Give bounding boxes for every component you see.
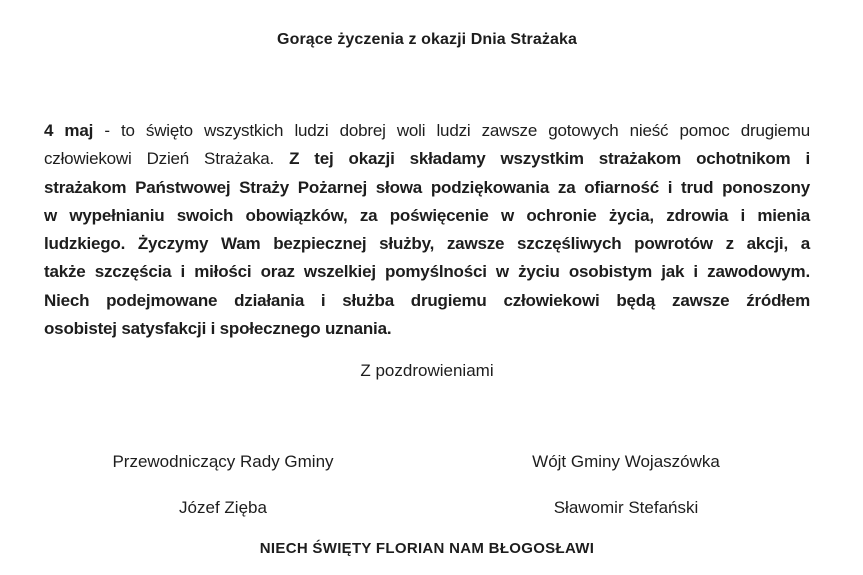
- paragraph-line: [44, 258, 810, 286]
- signature-role: Wójt Gminy Wojaszówka: [532, 452, 720, 471]
- signature-role: Przewodniczący Rady Gminy: [112, 452, 334, 471]
- paragraph-bold-segment: także szczęścia i miłości oraz wszelkiej pomyślności w życiu osobistym jak i zawodowym.: [44, 262, 810, 282]
- signature-name: Sławomir Stefański: [553, 498, 699, 517]
- closing-salutation: Z pozdrowieniami: [360, 361, 494, 380]
- paragraph-line: [44, 315, 810, 343]
- paragraph-regular-segment: człowiekowi Dzień Strażaka.: [44, 149, 275, 169]
- signature-block-right: [466, 452, 786, 518]
- paragraph-bold-segment: ludzkiego. Życzymy Wam bezpiecznej służby, zawsze szczęśliwych powrotów z akcji, a: [44, 234, 810, 254]
- signature-block-left: [63, 452, 383, 518]
- paragraph-line: [44, 145, 810, 173]
- paragraph-bold-segment: Z tej okazji składamy wszystkim strażakom ochotnikom i: [289, 149, 810, 169]
- paragraph-regular-segment: - to święto wszystkich ludzi dobrej woli ludzi zawsze gotowych nieść pomoc drugiemu: [104, 121, 810, 140]
- paragraph-bold-segment: strażakom Państwowej Straży Pożarnej słowa podziękowania za ofiarność i trud ponoszony: [44, 177, 810, 197]
- paragraph-line: [44, 287, 810, 315]
- paragraph-line: [44, 230, 810, 258]
- body-paragraph: [44, 117, 810, 343]
- paragraph-line: [44, 174, 810, 202]
- paragraph-bold-segment: osobistej satysfakcji i społecznego uznania.: [44, 319, 392, 339]
- footer-motto: NIECH ŚWIĘTY FLORIAN NAM BŁOGOSŁAWI: [259, 540, 595, 557]
- paragraph-bold-segment: w wypełnianiu swoich obowiązków, za poświęcenie w ochronie życia, zdrowia i mienia: [44, 205, 810, 225]
- document-title: Gorące życzenia z okazji Dnia Strażaka: [277, 31, 577, 48]
- paragraph-bold-segment: 4 maj: [44, 121, 94, 140]
- paragraph-line: [44, 117, 810, 145]
- paragraph-bold-segment: Niech podejmowane działania i służba drugiemu człowiekowi będą zawsze źródłem: [44, 290, 810, 310]
- signature-name: Józef Zięba: [179, 498, 267, 517]
- paragraph-line: [44, 202, 810, 230]
